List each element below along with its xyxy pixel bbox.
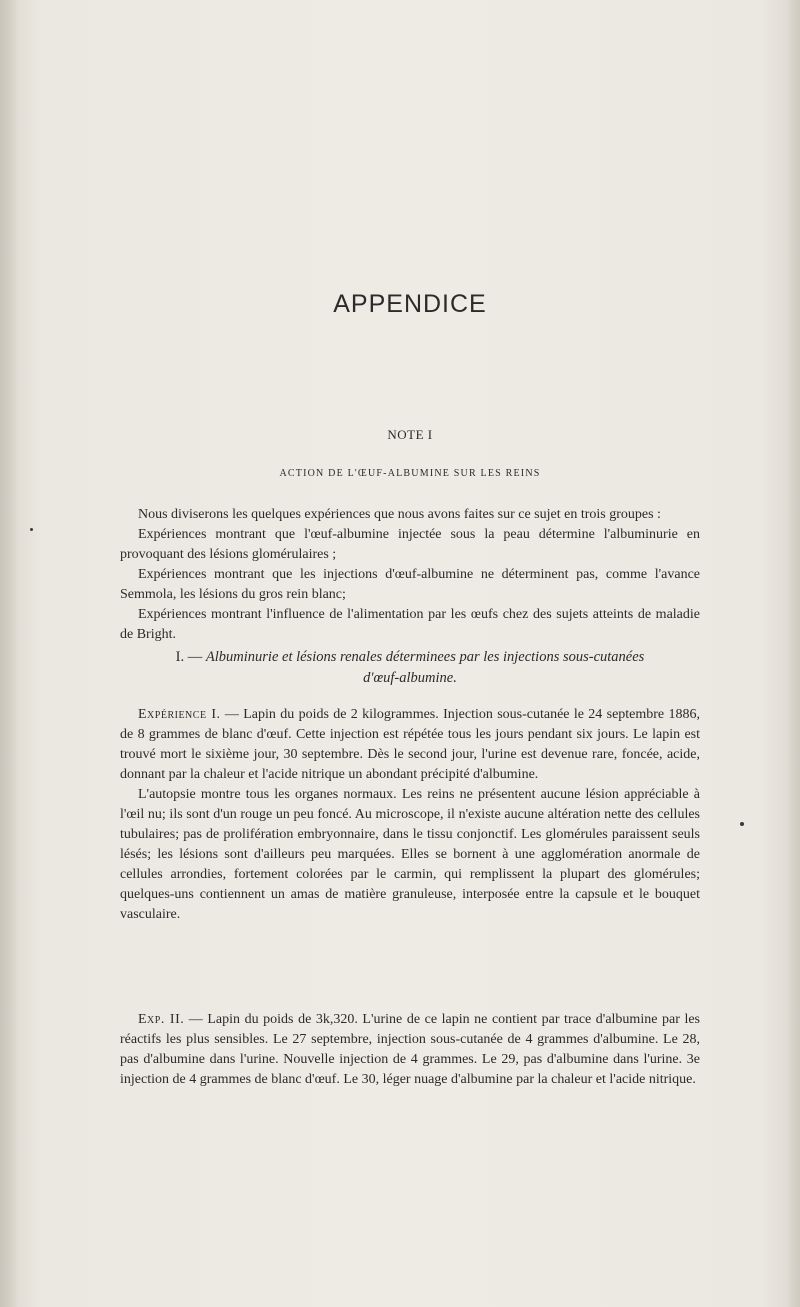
intro-block <box>120 505 700 645</box>
experience-1-block <box>120 705 700 925</box>
intro-paragraph-4: Expériences montrant l'influence de l'alimentation par les œufs chez des sujets atteints de maladie de Bright. <box>120 607 700 642</box>
experience-2-paragraph <box>120 1010 700 1090</box>
experience-2-text: — Lapin du poids de 3k,320. L'urine de ce lapin ne contient par trace d'albumine par les réactifs les plus sensibles. Le 27 septembre, injection sous-cutanée de 4 grammes d'albumine. Le 28, pas d'albumine dans l'urine. Nouvelle injection de 4 grammes. Le 29, pas d'albumine dans l'urine. 3e injection de 4 grammes de blanc d'œuf. Le 30, léger nuage d'albumine par la chaleur et l'acide nitrique. <box>120 1012 700 1087</box>
page-right-edge-shadow <box>786 0 800 1307</box>
experience-1-label: Expérience I. <box>138 707 221 722</box>
section-1-heading <box>120 647 700 689</box>
page-left-edge-shadow <box>0 0 18 1307</box>
section-1-heading-line-2: d'œuf-albumine. <box>363 670 457 686</box>
appendix-title: APPENDICE <box>333 290 487 318</box>
note-subtitle: ACTION DE L'ŒUF-ALBUMINE SUR LES REINS <box>279 468 541 479</box>
experience-1-text: — Lapin du poids de 2 kilogrammes. Injection sous-cutanée le 24 septembre 1886, de 8 grammes de blanc d'œuf. Cette injection est répétée tous les jours pendant six jours. Le lapin est trouvé mort le sixième jour, 30 septembre. Dès le second jour, l'urine est devenue rare, foncée, acide, donnant par la chaleur et l'acide nitrique un abondant précipité d'albumine. <box>120 707 700 782</box>
intro-paragraph-2: Expériences montrant que l'œuf-albumine injectée sous la peau détermine l'albuminurie en provoquant des lésions glomérulaires ; <box>120 527 700 562</box>
intro-paragraph-1: Nous diviserons les quelques expériences que nous avons faites sur ce sujet en trois groupes : <box>138 507 661 522</box>
intro-paragraph-3: Expériences montrant que les injections d'œuf-albumine ne déterminent pas, comme l'avance Semmola, les lésions du gros rein blanc; <box>120 567 700 602</box>
experience-1-paragraph <box>120 705 700 785</box>
section-1-number: I. — <box>175 649 203 665</box>
experience-1-autopsy: L'autopsie montre tous les organes normaux. Les reins ne présentent aucune lésion appréciable à l'œil nu; ils sont d'un rouge un peu foncé. Au microscope, il n'existe aucune altération nette des cellules tubulaires; pas de prolifération embryonnaire, dans le tissu conjonctif. Les glomérules paraissent seuls lésés; les lésions sont d'ailleurs peu marquées. Elles se bornent à une agglomération anormale de cellules arrondies, fortement colorées par le carmin, qui remplissent la plupart des glomérules; quelques-uns contiennent un amas de matière granuleuse, interposée entre la capsule et le bouquet vasculaire. <box>120 787 700 922</box>
experience-2-label: Exp. II. <box>138 1012 185 1027</box>
experience-2-block <box>120 1010 700 1090</box>
print-speck <box>30 528 33 531</box>
print-speck <box>740 822 744 826</box>
section-1-heading-line-1: Albuminurie et lésions renales déterminees par les injections sous-cutanées <box>205 649 645 665</box>
note-title: NOTE I <box>387 427 433 442</box>
